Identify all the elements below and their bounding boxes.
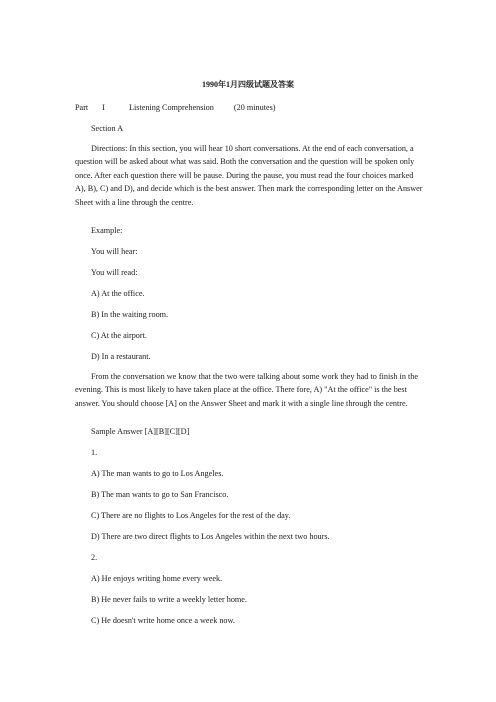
question-choice: C) He doesn't write home once a week now. — [91, 616, 235, 625]
part-number: I — [102, 103, 105, 112]
question-choice: C) There are no flights to Los Angeles for the rest of the day. — [91, 511, 291, 520]
document-title: 1990年1月四级试题及答案 — [202, 80, 294, 89]
example-choice-b: B) In the waiting room. — [91, 310, 169, 319]
part-label: Part — [75, 103, 89, 112]
example-choice-c: C) At the airport. — [91, 331, 147, 340]
directions-paragraph: Directions: In this section, you will hear 10 short conversations. At the end of each conversation, a question will be asked about what was said. Both the conversation and the question will be spoken only once. After each question there will be pause. During the pause, you must read the four choices marked A), B), C) and D), and decide which is the best answer. Then mark the corresponding letter on the Answer Sheet with a line through the centre. — [75, 144, 423, 207]
question-number: 1. — [91, 448, 98, 457]
part-time: (20 minutes) — [233, 103, 276, 112]
you-will-read-label: You will read: — [91, 268, 138, 277]
you-will-hear-label: You will hear: — [91, 247, 138, 256]
example-explanation: From the conversation we know that the two were talking about some work they had to finish in the evening. This is most likely to have taken place at the office. There fore, A) "At the office" is the best answer. You should choose [A] on the Answer Sheet and mark it with a single line through the centre. — [75, 372, 418, 408]
question-number: 2. — [91, 553, 98, 562]
question-choice: A) He enjoys writing home every week. — [91, 574, 223, 583]
question-choice: B) The man wants to go to San Francisco. — [91, 490, 229, 499]
sample-answer: Sample Answer [A][B][C][D] — [91, 427, 190, 436]
question-choice: D) There are two direct flights to Los Angeles within the next two hours. — [91, 532, 330, 541]
part-name: Listening Comprehension — [129, 103, 214, 112]
example-choice-d: D) In a restaurant. — [91, 352, 151, 361]
question-choice: A) The man wants to go to Los Angeles. — [91, 469, 224, 478]
question-choice: B) He never fails to write a weekly letter home. — [91, 595, 247, 604]
section-heading: Section A — [91, 124, 124, 133]
part-heading — [75, 101, 276, 114]
example-label: Example: — [91, 226, 123, 235]
example-choice-a: A) At the office. — [91, 289, 145, 298]
